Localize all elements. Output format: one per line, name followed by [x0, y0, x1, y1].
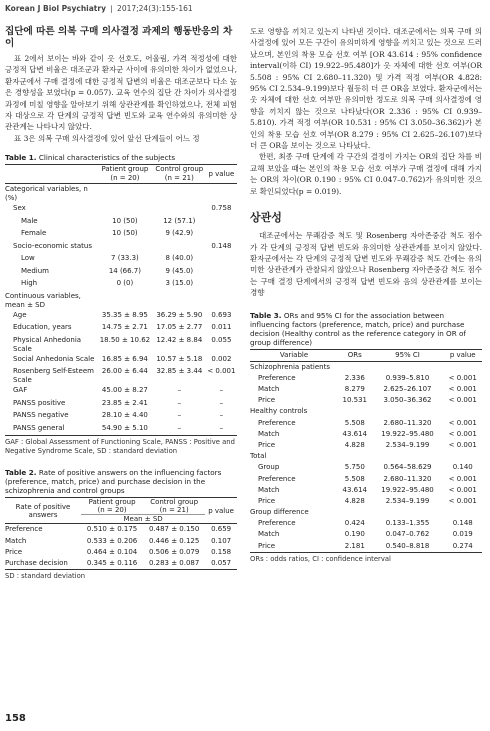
p-value: 0.158	[211, 547, 232, 556]
row-label: Match	[258, 485, 280, 494]
patient-value: 35.35 ± 8.95	[101, 310, 148, 319]
or-value	[338, 451, 372, 462]
p-value: 0.693	[211, 310, 232, 319]
body-paragraph: 표 2에서 보이는 바와 같이 옷 선호도, 어울림, 가격 적정성에 대한 긍정적 답변 비율은 대조군과 환자군 사이에 유의미한 차이가 없었으나, 환자군에서 구매 결정에 대한 긍정적 답변의 비율은 대조군보다 다소 높은 경향성을 보였다(p = 0.057). 교육 연수의 집단 간 차이가 의사결정 과정에 미칠 영향을 알아보기 위해 상관관계를 확인하였으나, 전체 피험자 대상으로 각 단계의 긍정적 답변 빈도와 교육 연수와의 유의미한 상관관계는 나타나지 않았다.	[5, 54, 237, 132]
control-value: 9 (42.9)	[165, 229, 194, 238]
ci-value: 2.534–9.199	[385, 440, 430, 449]
p-value: < 0.001	[448, 429, 477, 438]
or-value: 8.279	[344, 385, 365, 393]
table-row	[5, 228, 237, 241]
row-label: Price	[5, 547, 23, 556]
table1-body	[5, 184, 237, 436]
row-label: Socio-economic status	[13, 241, 92, 250]
table-row	[5, 216, 237, 229]
header-separator: ❘	[108, 4, 115, 13]
table2-head-control: Control group (n = 21)	[150, 498, 199, 515]
control-value	[153, 184, 206, 204]
p-value: 0.148	[211, 241, 232, 250]
patient-value: 14.75 ± 2.71	[101, 323, 148, 332]
table2	[5, 497, 237, 570]
row-label: Social Anhedonia Scale	[13, 354, 95, 363]
table2-head-rate: Rate of positive answers	[15, 502, 71, 519]
row-label: High	[21, 279, 38, 288]
p-value: 0.274	[452, 541, 473, 550]
p-value	[443, 406, 482, 417]
row-label: Physical Anhedonia Scale	[13, 335, 82, 353]
running-header	[5, 4, 193, 13]
table3-note: ORs : odds ratios, CI : confidence interval	[250, 554, 391, 563]
table2-head-mean: Mean ± SD	[81, 515, 205, 524]
patient-value: 0.464 ± 0.104	[86, 547, 138, 556]
p-value: < 0.001	[448, 440, 477, 449]
p-value	[443, 361, 482, 373]
table2-head-p: p value	[208, 506, 234, 515]
patient-value: 0.533 ± 0.206	[86, 536, 138, 545]
table1-note: GAF : Global Assessment of Functioning Scale, PANSS : Positive and Negative Syndrome Scale, SD : standard deviation	[5, 438, 235, 456]
table-row	[5, 184, 237, 204]
table3	[250, 349, 482, 553]
patient-value: 18.50 ± 10.62	[99, 335, 151, 344]
or-value: 5.508	[344, 474, 365, 483]
or-value: 43.614	[342, 485, 368, 494]
table-row	[250, 406, 482, 417]
body-paragraph: 도로 영향을 끼치고 있는지 나타낸 것이다. 대조군에서는 의복 구매 의사결정에 있어 모든 구간이 유의미하게 영향을 끼치고 있는 것으로 드러났으며, 본인의 착용 모습 선호 여부 [OR 43.614 : 95% confidence interval(이하 CI) 19.922–95.480]가 옷 자체에 대한 선호 여부(OR 5.508 : 95% CI 2.680–11.320) 및 가격 적정 여부(OR 4.828: 95% CI 2.534–9.199)보다 월등히 더 큰 OR을 보였다. 환자군에서는 옷 자체에 대한 선호 여부만 유의미한 정도로 의복 구매 의사결정에 영향을 끼치지 않는 것으로 나타났다(OR 2.336 : 95% CI 0.939–5.810). 가격 적정 여부(OR 10.531 : 95% CI 3.050–36.362)가 본인의 착용 모습 선호 여부(OR 8.279 : 95% CI 2.625–26.107)보다 더 큰 OR을 보이는 것으로 나타났다.	[250, 27, 482, 151]
table-row	[5, 253, 237, 266]
right-column	[250, 26, 482, 564]
table-row	[5, 398, 237, 411]
control-value: 17.05 ± 2.77	[156, 323, 203, 332]
table-row	[250, 395, 482, 406]
ci-value	[372, 507, 444, 518]
table-row	[250, 440, 482, 451]
or-value	[338, 406, 372, 417]
control-value: 8 (40.0)	[165, 254, 194, 263]
patient-value	[97, 184, 153, 204]
table-row	[250, 496, 482, 507]
p-value: 0.107	[211, 536, 232, 545]
row-label: PANSS positive	[13, 398, 66, 407]
row-label: Preference	[5, 525, 43, 534]
row-label: Price	[258, 541, 276, 550]
p-value	[206, 266, 237, 279]
ci-value: 0.939–5.810	[385, 373, 430, 382]
control-value: 12 (57.1)	[163, 216, 196, 225]
p-value: –	[219, 386, 224, 395]
patient-value	[97, 291, 153, 310]
control-value	[153, 203, 206, 216]
table-row	[5, 291, 237, 310]
p-value: < 0.001	[207, 367, 236, 376]
row-label: Sex	[13, 204, 26, 213]
page-number: 158	[5, 713, 26, 724]
ci-value: 19.922–95.480	[381, 429, 434, 438]
control-value: 0.506 ± 0.079	[148, 547, 200, 556]
table2-note: SD : standard deviation	[5, 572, 86, 580]
patient-value: 23.85 ± 2.41	[101, 398, 148, 407]
p-value: 0.002	[211, 354, 232, 363]
row-label: Preference	[258, 474, 296, 483]
row-label: Continuous variables, mean ± SD	[5, 291, 81, 309]
patient-value: 0.345 ± 0.116	[86, 558, 138, 567]
row-label: Group	[258, 463, 280, 472]
p-value: –	[219, 411, 224, 420]
table-row	[5, 278, 237, 291]
p-value: 0.019	[452, 530, 473, 539]
p-value: 0.011	[211, 323, 232, 332]
p-value	[206, 228, 237, 241]
row-label: PANSS general	[13, 423, 65, 432]
ci-value: 2.680–11.320	[383, 474, 432, 483]
table2-head-patient: Patient group (n = 20)	[88, 498, 136, 515]
table1-head-patient: Patient group (n = 20)	[101, 165, 149, 183]
table-row	[250, 373, 482, 384]
or-value: 0.424	[344, 519, 365, 528]
p-value	[206, 253, 237, 266]
or-value: 4.828	[344, 440, 365, 449]
ci-value: 2.680–11.320	[383, 418, 432, 427]
table-row	[5, 241, 237, 254]
table3-head-ors: ORs	[347, 351, 362, 360]
table-row	[250, 417, 482, 428]
p-value	[443, 507, 482, 518]
patient-value: 10 (50)	[112, 216, 138, 225]
control-value: 0.283 ± 0.087	[148, 558, 200, 567]
ci-value: 0.540–8.818	[385, 541, 430, 550]
row-label: Preference	[258, 418, 296, 427]
row-label: Total	[250, 452, 267, 461]
p-value	[206, 278, 237, 291]
table1	[5, 164, 237, 436]
p-value: 0.057	[211, 558, 232, 567]
table-row	[250, 473, 482, 484]
table-row	[5, 354, 237, 367]
row-label: Schizophrenia patients	[250, 362, 330, 371]
row-label: Price	[258, 440, 276, 449]
row-label: Female	[21, 229, 47, 238]
patient-value: 54.90 ± 5.10	[101, 423, 148, 432]
ci-value	[372, 361, 444, 373]
patient-value	[97, 203, 153, 216]
table-row	[5, 203, 237, 216]
ci-value	[372, 451, 444, 462]
row-label: GAF	[13, 386, 28, 395]
table1-head-blank	[5, 165, 97, 184]
ci-value: 19.922–95.480	[381, 485, 434, 494]
p-value: < 0.001	[448, 385, 477, 393]
p-value	[206, 184, 237, 204]
or-value: 0.190	[344, 530, 365, 539]
control-value: 0.446 ± 0.125	[148, 536, 200, 545]
table3-caption-label: Table 3.	[250, 310, 282, 320]
table-row	[5, 335, 237, 354]
table1-head-p: p value	[208, 169, 235, 178]
row-label: Categorical variables, n (%)	[5, 185, 88, 203]
table3-head-p: p value	[449, 351, 476, 360]
section-title: 상관성	[250, 211, 282, 225]
patient-value: 10 (50)	[112, 229, 138, 238]
table3-caption	[250, 311, 482, 347]
p-value: 0.659	[211, 525, 232, 534]
row-label: Match	[258, 385, 280, 393]
p-value	[443, 451, 482, 462]
p-value: < 0.001	[448, 485, 477, 494]
row-label: Rosenberg Self-Esteem Scale	[13, 367, 94, 385]
control-value: 9 (45.0)	[165, 266, 194, 275]
p-value: 0.148	[452, 519, 473, 528]
table-row	[5, 423, 237, 436]
section-heading: 집단에 따른 의복 구매 의사결정 과제의 행동반응의 차이	[5, 26, 233, 49]
ci-value: 0.133–1.355	[385, 519, 430, 528]
table3-head-variable: Variable	[279, 351, 309, 360]
table-row	[5, 547, 237, 558]
table3-head-ci: 95% CI	[395, 351, 420, 360]
table3-body	[250, 361, 482, 552]
control-value: –	[177, 411, 182, 420]
ci-value	[372, 406, 444, 417]
or-value: 5.508	[344, 418, 365, 427]
table3-caption-text: ORs and 95% CI for the association between influencing factors (preference, match, price) and purchase decision (Healthy control as the reference category in OR of group difference)	[250, 310, 466, 347]
control-value: –	[177, 386, 182, 395]
control-value: 0.487 ± 0.150	[148, 525, 200, 534]
table2-caption-text: Rate of positive answers on the influencing factors (preference, match, price) and purchase decision in the schizophrenia and control groups	[5, 468, 222, 496]
control-value: 3 (15.0)	[165, 279, 194, 288]
table-row	[250, 451, 482, 462]
patient-value: 0 (0)	[116, 279, 134, 288]
body-paragraph: 대조군에서는 무쾌감증 척도 및 Rosenberg 자아존중감 척도 점수가 각 단계의 긍정적 답변 빈도와 유의미한 상관관계를 보이지 않았다. 환자군에서는 각 단계의 긍정적 답변 빈도와 무쾌감증 척도 간에는 유의미한 상관관계가 관찰되지 않았으나 Rosenberg 자아존중감 척도 점수는 구매 결정 단계에서의 긍정적 답변 빈도와 음의 상관관계를 보이는 경향	[250, 231, 482, 298]
control-value	[153, 291, 206, 310]
journal-issue: 2017;24(3):155-161	[117, 4, 193, 13]
or-value: 43.614	[342, 429, 368, 438]
p-value: –	[219, 398, 224, 407]
row-label: Age	[13, 310, 27, 319]
row-label: Price	[258, 396, 276, 405]
table-row	[250, 529, 482, 540]
table-row	[5, 410, 237, 423]
or-value	[338, 361, 372, 373]
patient-value: 45.00 ± 8.27	[101, 386, 148, 395]
control-value: 10.57 ± 5.18	[156, 354, 203, 363]
or-value: 2.336	[344, 373, 365, 382]
table-row	[5, 385, 237, 398]
table-row	[250, 429, 482, 440]
table-row	[250, 361, 482, 373]
row-label: Purchase decision	[5, 558, 68, 567]
or-value: 2.181	[344, 541, 365, 550]
ci-value: 0.564–58.629	[383, 463, 432, 472]
or-value: 10.531	[342, 396, 368, 405]
table-row	[5, 535, 237, 546]
row-label: Match	[5, 536, 27, 545]
control-value: 12.42 ± 8.84	[156, 335, 203, 344]
table2-caption-label: Table 2.	[5, 468, 37, 478]
row-label: PANSS negative	[13, 411, 69, 420]
body-paragraph: 표 3은 의복 구매 의사결정에 있어 앞선 단계들이 어느 정	[14, 133, 200, 143]
table-row	[5, 266, 237, 279]
control-value: 32.85 ± 3.44	[156, 367, 203, 376]
row-label: Low	[21, 254, 35, 263]
body-paragraph: 한편, 최종 구매 단계에 각 구간의 결정이 가지는 OR의 집단 차를 비교해 보았을 때는 본인의 착용 모습 선호 여부가 구매 결정에 대해 가지는 OR의 차이(OR 0.190 : 95% CI 0.047–0.762)가 유의미한 것으로 확인되었다(p = 0.019).	[250, 152, 482, 196]
journal-name: Korean J Biol Psychiatry	[5, 4, 106, 13]
p-value: 0.140	[452, 463, 473, 472]
table-row	[250, 384, 482, 395]
table1-caption-text: Clinical characteristics of the subjects	[38, 153, 176, 163]
patient-value: 7 (33.3)	[111, 254, 139, 263]
control-value: –	[177, 398, 182, 407]
table-row	[250, 541, 482, 553]
patient-value: 0.510 ± 0.175	[86, 525, 138, 534]
table-row	[5, 366, 237, 385]
ci-value: 2.625–26.107	[383, 385, 432, 393]
control-value: 36.29 ± 5.90	[156, 310, 203, 319]
row-label: Match	[258, 530, 280, 539]
row-label: Preference	[258, 373, 296, 382]
table-row	[5, 558, 237, 570]
ci-value: 3.050–36.362	[383, 396, 432, 405]
row-label: Male	[21, 216, 38, 225]
control-value: –	[177, 423, 182, 432]
p-value	[206, 216, 237, 229]
table-row	[250, 462, 482, 473]
row-label: Healthy controls	[250, 407, 308, 416]
table-row	[250, 518, 482, 529]
table2-body	[5, 524, 237, 570]
row-label: Match	[258, 429, 280, 438]
row-label: Group difference	[250, 508, 309, 517]
p-value: < 0.001	[448, 418, 477, 427]
table-row	[250, 507, 482, 518]
p-value: < 0.001	[448, 496, 477, 505]
table-row	[5, 322, 237, 335]
or-value: 5.750	[344, 463, 365, 472]
row-label: Education, years	[13, 323, 72, 332]
p-value: –	[219, 423, 224, 432]
table-row	[5, 310, 237, 323]
patient-value: 16.85 ± 6.94	[101, 354, 148, 363]
or-value: 4.828	[344, 496, 365, 505]
p-value	[206, 291, 237, 310]
p-value: 0.758	[211, 204, 232, 213]
table1-caption-label: Table 1.	[5, 153, 37, 163]
patient-value	[97, 241, 153, 254]
row-label: Preference	[258, 519, 296, 528]
table1-head-control: Control group (n = 21)	[155, 165, 204, 183]
table-row	[250, 485, 482, 496]
p-value: < 0.001	[448, 373, 477, 382]
p-value: < 0.001	[448, 474, 477, 483]
ci-value: 0.047–0.762	[385, 530, 430, 539]
table1-caption	[5, 153, 237, 162]
control-value	[153, 241, 206, 254]
or-value	[338, 507, 372, 518]
row-label: Medium	[21, 266, 49, 275]
table-row	[5, 524, 237, 536]
row-label: Price	[258, 496, 276, 505]
left-column	[5, 26, 237, 581]
patient-value: 14 (66.7)	[108, 266, 141, 275]
patient-value: 26.00 ± 6.44	[101, 367, 148, 376]
patient-value: 28.10 ± 4.40	[101, 411, 148, 420]
ci-value: 2.534–9.199	[385, 496, 430, 505]
table2-caption	[5, 468, 237, 495]
p-value: < 0.001	[448, 396, 477, 405]
p-value: 0.055	[211, 335, 232, 344]
